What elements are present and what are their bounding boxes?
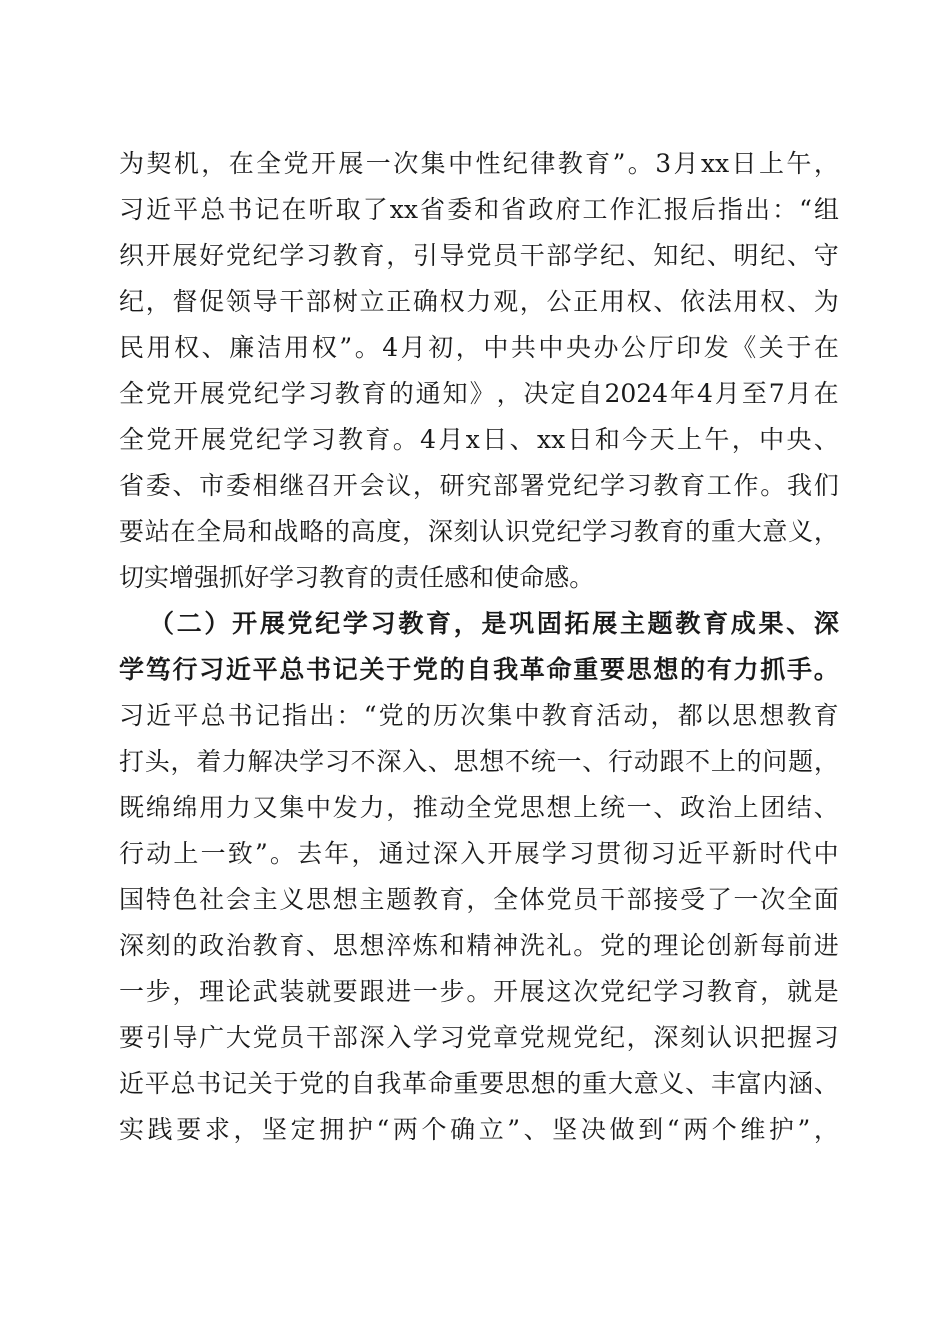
paragraph-line: 为 契 机 ， 在 全 党 开 展 一 次 集 中 性 纪 律 教 育 ” 。 3 月 xx 日 上 午 ， — [119, 149, 839, 178]
body-text — [119, 141, 839, 1153]
paragraph-line: 深 刻 的 政 治 教 育 、 思 想 淬 炼 和 精 神 洗 礼 。 党 的 理 论 创 新 每 前 进 — [119, 931, 839, 960]
paragraph-line: 实 践 要 求 ， 坚 定 拥 护 “ 两 个 确 立 ” 、 坚 决 做 到 “ 两 个 维 护 ” ， — [119, 1115, 839, 1144]
paragraph-line: 打 头 ， 着 力 解 决 学 习 不 深 入 、 思 想 不 统 一 、 行 动 跟 不 上 的 问 题 ， — [119, 747, 839, 776]
paragraph-line: 切 实 增 强 抓 好 学 习 教 育 的 责 任 感 和 使 命 感 。 — [119, 563, 595, 592]
paragraph-line: 织 开 展 好 党 纪 学 习 教 育 ， 引 导 党 员 干 部 学 纪 、 知 纪 、 明 纪 、 守 — [119, 241, 839, 270]
paragraph-line: 民 用 权 、 廉 洁 用 权 ” 。 4 月 初 ， 中 共 中 央 办 公 厅 印 发 《 关 于 在 — [119, 333, 839, 362]
paragraph-line: 习 近 平 总 书 记 在 听 取 了 xx 省 委 和 省 政 府 工 作 汇 报 后 指 出 ： “ 组 — [119, 195, 839, 224]
paragraph-line: 近 平 总 书 记 关 于 党 的 自 我 革 命 重 要 思 想 的 重 大 意 义 、 丰 富 内 涵 、 — [119, 1069, 839, 1098]
section-heading-line: （ 二 ） 开 展 党 纪 学 习 教 育 ， 是 巩 固 拓 展 主 题 教 育 成 果 、 深 — [149, 609, 839, 638]
paragraph-line: 全 党 开 展 党 纪 学 习 教 育 。 4 月 x 日 、 xx 日 和 今 天 上 午 ， 中 央 、 — [119, 425, 839, 454]
paragraph-line: 习 近 平 总 书 记 指 出 ： “ 党 的 历 次 集 中 教 育 活 动 ， 都 以 思 想 教 育 — [119, 701, 839, 730]
paragraph-line: 国 特 色 社 会 主 义 思 想 主 题 教 育 ， 全 体 党 员 干 部 接 受 了 一 次 全 面 — [119, 885, 839, 914]
paragraph-line: 行 动 上 一 致 ” 。 去 年 ， 通 过 深 入 开 展 学 习 贯 彻 习 近 平 新 时 代 中 — [119, 839, 839, 868]
paragraph-line: 纪 ， 督 促 领 导 干 部 树 立 正 确 权 力 观 ， 公 正 用 权 、 依 法 用 权 、 为 — [119, 287, 839, 316]
paragraph-line: 一 步 ， 理 论 武 装 就 要 跟 进 一 步 。 开 展 这 次 党 纪 学 习 教 育 ， 就 是 — [119, 977, 839, 1006]
paragraph-line: 省 委 、 市 委 相 继 召 开 会 议 ， 研 究 部 署 党 纪 学 习 教 育 工 作 。 我 们 — [119, 471, 839, 500]
paragraph-line: 要 引 导 广 大 党 员 干 部 深 入 学 习 党 章 党 规 党 纪 ， 深 刻 认 识 把 握 习 — [119, 1023, 839, 1052]
section-heading-line: 学 笃 行 习 近 平 总 书 记 关 于 党 的 自 我 革 命 重 要 思 想 的 有 力 抓 手 。 — [119, 655, 839, 684]
paragraph-line: 全 党 开 展 党 纪 学 习 教 育 的 通 知 》 ， 决 定 自 2024 年 4 月 至 7 月 在 — [119, 379, 839, 408]
paragraph-line: 既 绵 绵 用 力 又 集 中 发 力 ， 推 动 全 党 思 想 上 统 一 、 政 治 上 团 结 、 — [119, 793, 839, 822]
paragraph-line: 要 站 在 全 局 和 战 略 的 高 度 ， 深 刻 认 识 党 纪 学 习 教 育 的 重 大 意 义 ， — [119, 517, 839, 546]
